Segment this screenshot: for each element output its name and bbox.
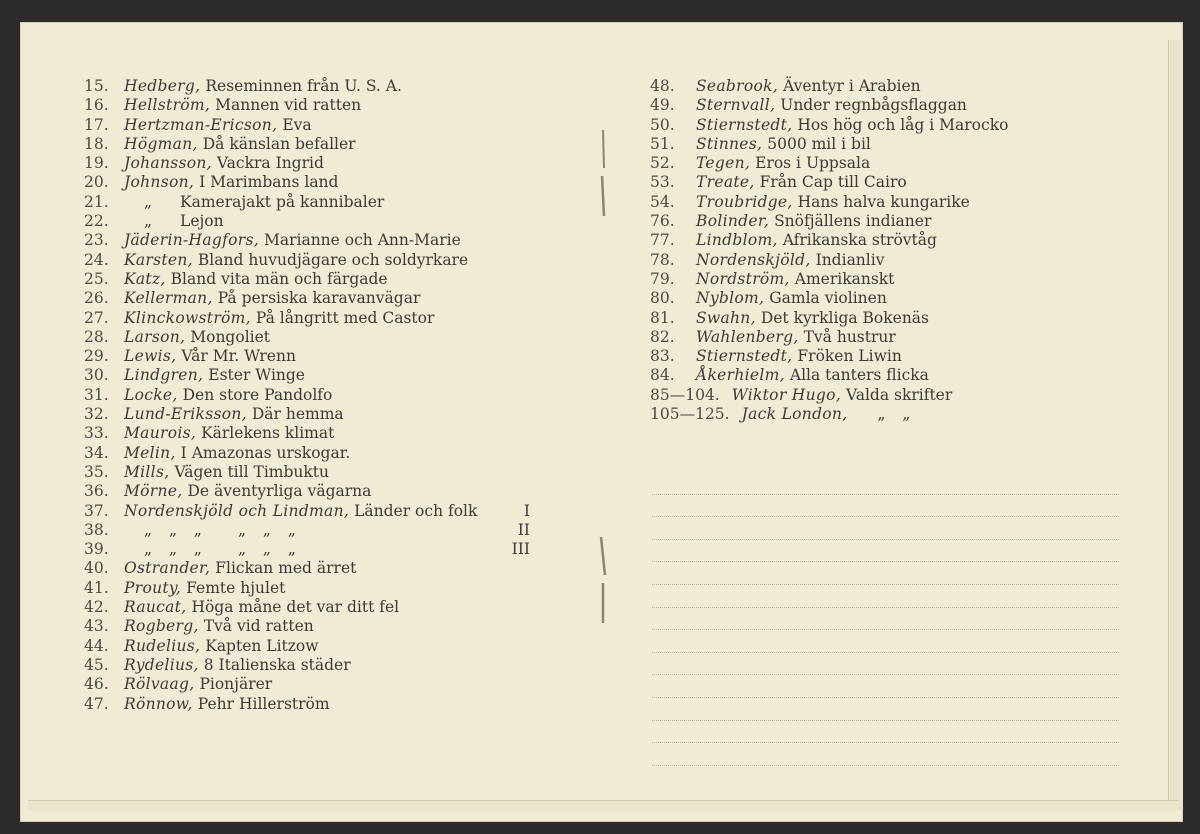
item-author: Raucat, — [124, 598, 187, 617]
item-number: 47. — [84, 694, 109, 713]
blank-line — [652, 495, 1119, 518]
list-item — [84, 96, 534, 115]
list-item — [84, 77, 534, 96]
item-title: Under regnbågsflaggan — [780, 96, 967, 115]
list-item — [650, 405, 1120, 424]
item-title: Äventyr i Arabien — [783, 77, 921, 95]
item-title: Från Cap till Cairo — [759, 173, 907, 192]
item-title: Marianne och Ann-Marie — [263, 231, 461, 250]
item-title: Afrikanska strövtåg — [782, 231, 937, 250]
item-author: Karsten, — [124, 250, 193, 269]
item-author: Wiktor Hugo, — [731, 385, 841, 404]
blank-line — [652, 472, 1119, 495]
item-number: 29. — [84, 347, 109, 366]
list-item — [650, 193, 1120, 212]
list-item — [84, 521, 534, 540]
list-item — [84, 617, 534, 636]
item-author: Stiernstedt, — [696, 115, 793, 134]
item-number: 39. — [84, 540, 109, 559]
item-title: Vägen till Timbuktu — [174, 462, 329, 481]
list-item — [650, 366, 1120, 385]
item-number: 48. — [650, 77, 675, 95]
item-number: 28. — [84, 327, 109, 346]
item-number: 78. — [650, 250, 675, 269]
list-item — [650, 386, 1120, 405]
item-author: Stinnes, — [696, 134, 763, 153]
item-author: Åkerhielm, — [696, 366, 785, 385]
item-number: 79. — [650, 269, 675, 288]
list-item — [84, 559, 534, 578]
list-item — [84, 173, 534, 192]
list-item — [84, 637, 534, 656]
item-author: Wahlenberg, — [696, 327, 799, 346]
list-item — [84, 656, 534, 675]
item-title: Där hemma — [251, 405, 344, 424]
item-title: Kapten Litzow — [205, 636, 319, 655]
item-author: Prouty, — [124, 578, 182, 597]
list-item — [650, 96, 1120, 115]
item-title: Mongoliet — [190, 327, 271, 346]
item-volume: II — [517, 520, 530, 539]
item-title: Pehr Hillerström — [197, 694, 330, 713]
item-author: Rölvaag, — [124, 675, 195, 694]
item-title: Då känslan befaller — [202, 134, 356, 153]
item-author: Mills, — [124, 462, 170, 481]
blank-line — [652, 653, 1119, 676]
item-author: Johansson, — [124, 154, 212, 173]
list-item — [84, 482, 534, 501]
item-title: Fröken Liwin — [797, 347, 902, 366]
item-number: 77. — [650, 231, 675, 250]
item-author: Rydelius, — [124, 655, 199, 674]
item-number: 25. — [84, 269, 109, 288]
item-author: „ — [144, 212, 159, 231]
item-number: 85—104. — [650, 385, 720, 404]
item-author: „ „ „ — [144, 540, 208, 559]
list-item — [84, 695, 534, 714]
item-title: Bland vita män och färgade — [170, 269, 388, 288]
item-title: Höga måne det var ditt fel — [191, 598, 400, 617]
item-author: Nordenskjöld, — [696, 250, 811, 269]
item-title: Eros i Uppsala — [755, 154, 871, 173]
item-number: 50. — [650, 115, 675, 134]
list-item — [650, 135, 1120, 154]
list-item — [84, 135, 534, 154]
staple-top — [596, 128, 610, 220]
item-author: Lewis, — [124, 347, 177, 366]
item-author: Nordström, — [696, 269, 790, 288]
item-author: Seabrook, — [696, 77, 779, 95]
bottom-page-edge — [28, 800, 1178, 811]
list-item — [84, 347, 534, 366]
list-item — [84, 540, 534, 559]
list-item — [84, 598, 534, 617]
blank-line — [652, 562, 1119, 585]
item-author: Katz, — [124, 269, 166, 288]
item-title: Lejon — [180, 212, 224, 231]
list-item — [84, 502, 534, 521]
item-author: Lund-Eriksson, — [124, 405, 247, 424]
item-number: 53. — [650, 173, 675, 192]
item-number: 81. — [650, 308, 675, 327]
item-number: 105—125. — [650, 405, 730, 424]
item-number: 20. — [84, 173, 109, 192]
item-title: Det kyrkliga Bokenäs — [760, 308, 930, 327]
staple-bottom — [596, 535, 610, 627]
item-title: Gamla violinen — [769, 289, 887, 308]
item-author: Rudelius, — [124, 636, 201, 655]
list-item — [84, 386, 534, 405]
item-number: 15. — [84, 77, 109, 95]
item-author: Locke, — [124, 385, 178, 404]
blank-line — [652, 743, 1119, 766]
list-item — [84, 251, 534, 270]
item-title: 8 Italienska städer — [203, 655, 351, 674]
item-author: Jäderin-Hagfors, — [124, 231, 259, 250]
item-number: 84. — [650, 366, 675, 385]
list-item — [650, 309, 1120, 328]
item-number: 80. — [650, 289, 675, 308]
item-title: De äventyrliga vägarna — [187, 482, 372, 501]
item-author: Larson, — [124, 327, 186, 346]
item-number: 34. — [84, 443, 109, 462]
item-number: 76. — [650, 212, 675, 231]
item-number: 44. — [84, 636, 109, 655]
item-title: Den store Pandolfo — [182, 385, 333, 404]
list-item — [650, 251, 1120, 270]
item-number: 36. — [84, 482, 109, 501]
list-item — [84, 289, 534, 308]
item-number: 41. — [84, 578, 109, 597]
item-author: Lindgren, — [124, 366, 204, 385]
item-title: Eva — [282, 115, 312, 134]
list-item — [84, 405, 534, 424]
item-author: Stiernstedt, — [696, 347, 793, 366]
item-author: Ostrander, — [124, 559, 211, 578]
item-number: 16. — [84, 96, 109, 115]
item-title: Mannen vid ratten — [215, 96, 362, 115]
item-number: 35. — [84, 462, 109, 481]
item-number: 22. — [84, 212, 109, 231]
item-number: 27. — [84, 308, 109, 327]
list-item — [84, 579, 534, 598]
item-title: Amerikanskt — [794, 269, 895, 288]
list-item — [650, 328, 1120, 347]
item-number: 26. — [84, 289, 109, 308]
item-author: Melin, — [124, 443, 176, 462]
item-number: 49. — [650, 96, 675, 115]
item-number: 21. — [84, 192, 109, 211]
item-title: På persiska karavanvägar — [217, 289, 421, 308]
item-title: Alla tanters flicka — [789, 366, 929, 385]
list-item — [84, 270, 534, 289]
item-author: Rogberg, — [124, 617, 199, 636]
item-author: „ — [144, 192, 159, 211]
item-number: 54. — [650, 192, 675, 211]
item-title: Två vid ratten — [203, 617, 314, 636]
blank-entry-lines — [652, 472, 1119, 766]
item-title: I Marimbans land — [199, 173, 339, 192]
blank-line — [652, 540, 1119, 563]
item-title: Hos hög och låg i Marocko — [797, 115, 1009, 134]
item-number: 43. — [84, 617, 109, 636]
item-author: „ „ „ — [144, 520, 208, 539]
item-title: Ester Winge — [208, 366, 305, 385]
item-author: Hellström, — [124, 96, 211, 115]
page-edge — [1168, 40, 1183, 810]
list-item — [650, 289, 1120, 308]
item-number: 42. — [84, 598, 109, 617]
item-author: Lindblom, — [696, 231, 778, 250]
blank-line — [652, 675, 1119, 698]
item-number: 52. — [650, 154, 675, 173]
item-title: „ „ „ — [237, 520, 302, 539]
item-author: Tegen, — [696, 154, 751, 173]
item-number: 82. — [650, 327, 675, 346]
list-item — [650, 270, 1120, 289]
item-volume: I — [523, 501, 530, 520]
item-title: 5000 mil i bil — [767, 134, 871, 153]
list-item — [650, 212, 1120, 231]
list-item — [84, 309, 534, 328]
item-title: Länder och folk — [354, 501, 478, 520]
item-title: I Amazonas urskogar. — [180, 443, 351, 462]
item-title: Bland huvudjägare och soldyrkare — [197, 250, 469, 269]
item-title: Vår Mr. Wrenn — [181, 347, 296, 366]
item-author: Treate, — [696, 173, 755, 192]
item-number: 30. — [84, 366, 109, 385]
item-author: Jack London, — [741, 405, 848, 424]
item-author: Mörne, — [124, 482, 183, 501]
item-title: Två hustrur — [803, 327, 896, 346]
left-book-list — [84, 77, 534, 714]
blank-line — [652, 721, 1119, 744]
item-author: Högman, — [124, 134, 198, 153]
list-item — [84, 366, 534, 385]
item-author: Sternvall, — [696, 96, 776, 115]
item-number: 24. — [84, 250, 109, 269]
list-item — [84, 231, 534, 250]
blank-line — [652, 698, 1119, 721]
item-title: Pionjärer — [199, 675, 273, 694]
list-item — [84, 444, 534, 463]
blank-line — [652, 608, 1119, 631]
item-author: Rönnow, — [124, 694, 193, 713]
item-number: 23. — [84, 231, 109, 250]
list-item — [650, 347, 1120, 366]
blank-line — [652, 630, 1119, 653]
list-item — [650, 173, 1120, 192]
item-number: 37. — [84, 501, 109, 520]
item-title: „ „ — [877, 405, 917, 424]
item-author: Troubridge, — [696, 192, 793, 211]
item-number: 19. — [84, 154, 109, 173]
item-volume: III — [511, 540, 530, 559]
blank-line — [652, 585, 1119, 608]
list-item — [84, 463, 534, 482]
item-title: Reseminnen från U. S. A. — [205, 77, 402, 95]
item-number: 32. — [84, 405, 109, 424]
item-number: 18. — [84, 134, 109, 153]
item-number: 83. — [650, 347, 675, 366]
item-number: 17. — [84, 115, 109, 134]
item-title: Femte hjulet — [186, 578, 286, 597]
item-author: Hedberg, — [124, 77, 201, 95]
item-number: 33. — [84, 424, 109, 443]
item-number: 45. — [84, 655, 109, 674]
item-title: Kamerajakt på kannibaler — [180, 192, 385, 211]
list-item — [84, 193, 534, 212]
item-author: Bolinder, — [696, 212, 770, 231]
item-author: Klinckowström, — [124, 308, 251, 327]
list-item — [650, 154, 1120, 173]
list-item — [84, 154, 534, 173]
item-author: Nordenskjöld och Lindman, — [124, 501, 350, 520]
list-item — [84, 116, 534, 135]
list-item — [84, 675, 534, 694]
item-title: Flickan med ärret — [215, 559, 357, 578]
item-title: Vackra Ingrid — [216, 154, 324, 173]
item-number: 40. — [84, 559, 109, 578]
item-title: Indianliv — [815, 250, 885, 269]
item-author: Swahn, — [696, 308, 756, 327]
item-number: 46. — [84, 675, 109, 694]
list-item — [650, 231, 1120, 250]
list-item — [84, 328, 534, 347]
item-author: Hertzman-Ericson, — [124, 115, 278, 134]
item-author: Nyblom, — [696, 289, 765, 308]
blank-line — [652, 517, 1119, 540]
list-item — [84, 424, 534, 443]
item-title: Hans halva kungarike — [797, 192, 970, 211]
item-author: Maurois, — [124, 424, 197, 443]
item-title: Valda skrifter — [845, 385, 953, 404]
list-item — [650, 77, 1120, 96]
item-author: Kellerman, — [124, 289, 213, 308]
list-item — [84, 212, 534, 231]
right-book-list — [650, 77, 1120, 424]
item-number: 31. — [84, 385, 109, 404]
item-title: „ „ „ — [237, 540, 302, 559]
item-title: På långritt med Castor — [255, 308, 435, 327]
list-item — [650, 116, 1120, 135]
item-number: 51. — [650, 134, 675, 153]
item-title: Kärlekens klimat — [201, 424, 335, 443]
item-author: Johnson, — [124, 173, 195, 192]
item-number: 38. — [84, 520, 109, 539]
item-title: Snöfjällens indianer — [774, 212, 932, 231]
